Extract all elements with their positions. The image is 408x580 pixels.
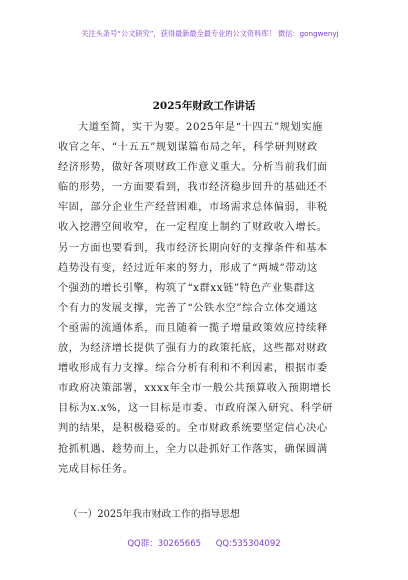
paragraph-line: 市政府决策部署，xxxx年全市一般公共预算收入预期增长	[58, 383, 332, 395]
qq-group-text: QQ群：30265665	[127, 539, 202, 549]
document-title: 2025年财政工作讲话	[152, 100, 256, 112]
paragraph-line: 个有力的发展支撑，完善了“公铁水空”综合立体交通这	[58, 302, 318, 314]
paragraph-line: 判的结果，是积极稳妥的。全市财政系统要坚定信心决心	[58, 423, 328, 435]
paragraph-line: 个强劲的增长引擎，构筑了“x群xx链”特色产业集群这	[58, 282, 316, 294]
qq-text: QQ:535304092	[215, 539, 281, 549]
paragraph-line: 收入挖潜空间收窄，在一定程度上制约了财政收入增长。	[58, 222, 328, 234]
paragraph-line: 临的形势，一方面要看到，我市经济稳步回升的基础还不	[58, 182, 328, 194]
paragraph-line: 目标为x.x%，这一目标是市委、市政府深入研究、科学研	[58, 403, 333, 415]
promo-banner: 关注头条号“公文研究”，获得最新最全最专业的公文资料库！ 微信：gongwenyj	[81, 29, 339, 38]
paragraph-line: 经济形势，做好各项财政工作意义重大。分析当前我们面	[58, 162, 328, 174]
paragraph-line: 另一方面也要看到，我市经济长期向好的支撑条件和基本	[58, 242, 328, 254]
paragraph-line: 个亟需的流通体系，而且随着一揽子增量政策效应持续释	[58, 322, 328, 334]
section-heading: （一）2025年我市财政工作的指导思想	[68, 509, 240, 520]
paragraph-line: 大道至简，实干为要。2025年是“十四五”规划实施	[78, 122, 323, 133]
paragraph-line: 增收形成有力支撑。综合分析有利和不利因素，根据市委	[58, 363, 328, 375]
paragraph-line: 牢固，部分企业生产经营困难，市场需求总体偏弱，非税	[58, 202, 328, 214]
paragraph-line: 放，为经济增长提供了强有力的政策托底，这些都对财政	[58, 343, 328, 355]
body-paragraph	[58, 118, 354, 480]
paragraph-line: 趋势没有变，经过近年来的努力，形成了“两城”带动这	[58, 262, 318, 274]
paragraph-line: 抢抓机遇、趁势而上，全力以赴抓好工作落实，确保圆满	[58, 443, 328, 455]
contact-footer	[0, 537, 408, 549]
paragraph-line: 收官之年、“十五五”规划谋篇布局之年，科学研判财政	[58, 142, 318, 154]
paragraph-line: 完成目标任务。	[58, 463, 134, 475]
